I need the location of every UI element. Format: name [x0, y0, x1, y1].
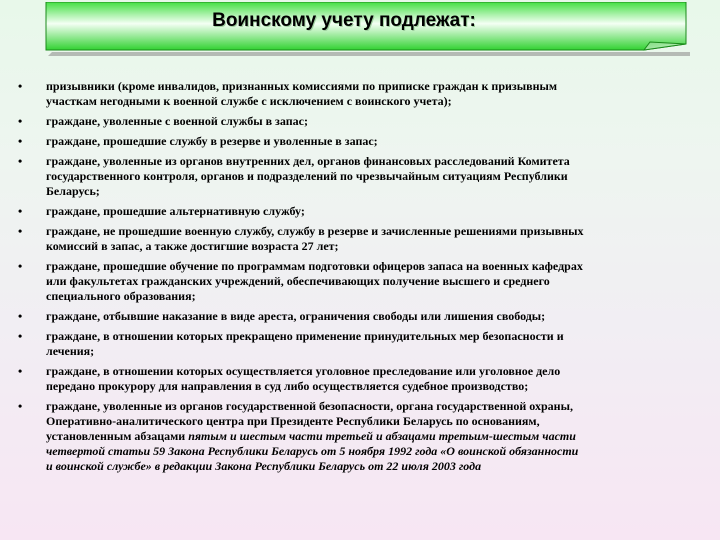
list-item [18, 364, 708, 394]
item-text: граждане, прошедшие службу в резерве и уволенные в запас; [46, 133, 378, 148]
bullet-dot: • [18, 328, 23, 343]
bullet-dot: • [18, 114, 23, 128]
title-banner [44, 2, 694, 58]
item-text: граждане, уволенные из органов внутренних дел, органов финансовых расследований Комитета государственного контроля, органов и подразделений по чрезвычайным ситуациям Республики Беларусь; [46, 153, 570, 198]
bullet-list [18, 79, 708, 479]
item-text: граждане, отбывшие наказание в виде ареста, ограничения свободы или лишения свободы; [46, 308, 546, 323]
item-text: граждане, в отношении которых прекращено применение принудительных мер безопасности и лечения; [46, 328, 564, 358]
item-text-italic: пятым и шестым части третьей и абзацами третьим-шестым части четвертой статьи 59 Закона Республики Беларусь от 5 ноября 1992 года «О воинской обязанности и воинской службе» в редакции Закона Республики Беларусь от 22 июля 2003 года [46, 429, 579, 474]
list-item [18, 154, 708, 200]
list-item [18, 224, 708, 254]
list-item [18, 114, 708, 129]
bullet-dot: • [18, 203, 23, 218]
item-text: граждане, прошедшие альтернативную службу; [46, 203, 305, 218]
bullet-dot: • [18, 308, 23, 323]
item-text-normal: граждане, уволенные из органов государственной безопасности, органа государственной охраны, Оперативно-аналитического центра при Президенте Республики Беларусь по основаниям, установленным абзацами [46, 398, 573, 443]
item-text: граждане, прошедшие обучение по программам подготовки офицеров запаса на военных кафедрах или факультетах гражданских учреждений, обеспечивающих получение высшего и среднего специального образования; [46, 258, 583, 303]
list-item [18, 134, 708, 149]
list-item [18, 309, 708, 324]
list-item [18, 79, 708, 109]
bullet-dot: • [18, 223, 23, 238]
bullet-dot: • [18, 398, 23, 413]
list-item [18, 204, 708, 219]
list-item [18, 329, 708, 359]
item-text: граждане, уволенные с военной службы в запас; [46, 114, 308, 128]
bullet-dot: • [18, 363, 23, 378]
item-text: граждане, не прошедшие военную службу, службу в резерве и зачисленные решениями призывных комиссий в запас, а также достигшие возраста 27 лет; [46, 223, 584, 253]
list-item [18, 399, 708, 475]
item-text: граждане, в отношении которых осуществляется уголовное преследование или уголовное дело передано прокурору для направления в суд либо осуществляется судебное производство; [46, 363, 561, 393]
bullet-dot: • [18, 153, 23, 168]
bullet-dot: • [18, 79, 23, 93]
bullet-dot: • [18, 258, 23, 273]
bullet-dot: • [18, 133, 23, 148]
list-item [18, 259, 708, 305]
item-text: призывники (кроме инвалидов, признанных комиссиями по приписке граждан к призывным участкам негодными к военной службе с исключением с воинского учета); [46, 79, 558, 109]
slide-title: Воинскому учету подлежат: [212, 10, 476, 31]
